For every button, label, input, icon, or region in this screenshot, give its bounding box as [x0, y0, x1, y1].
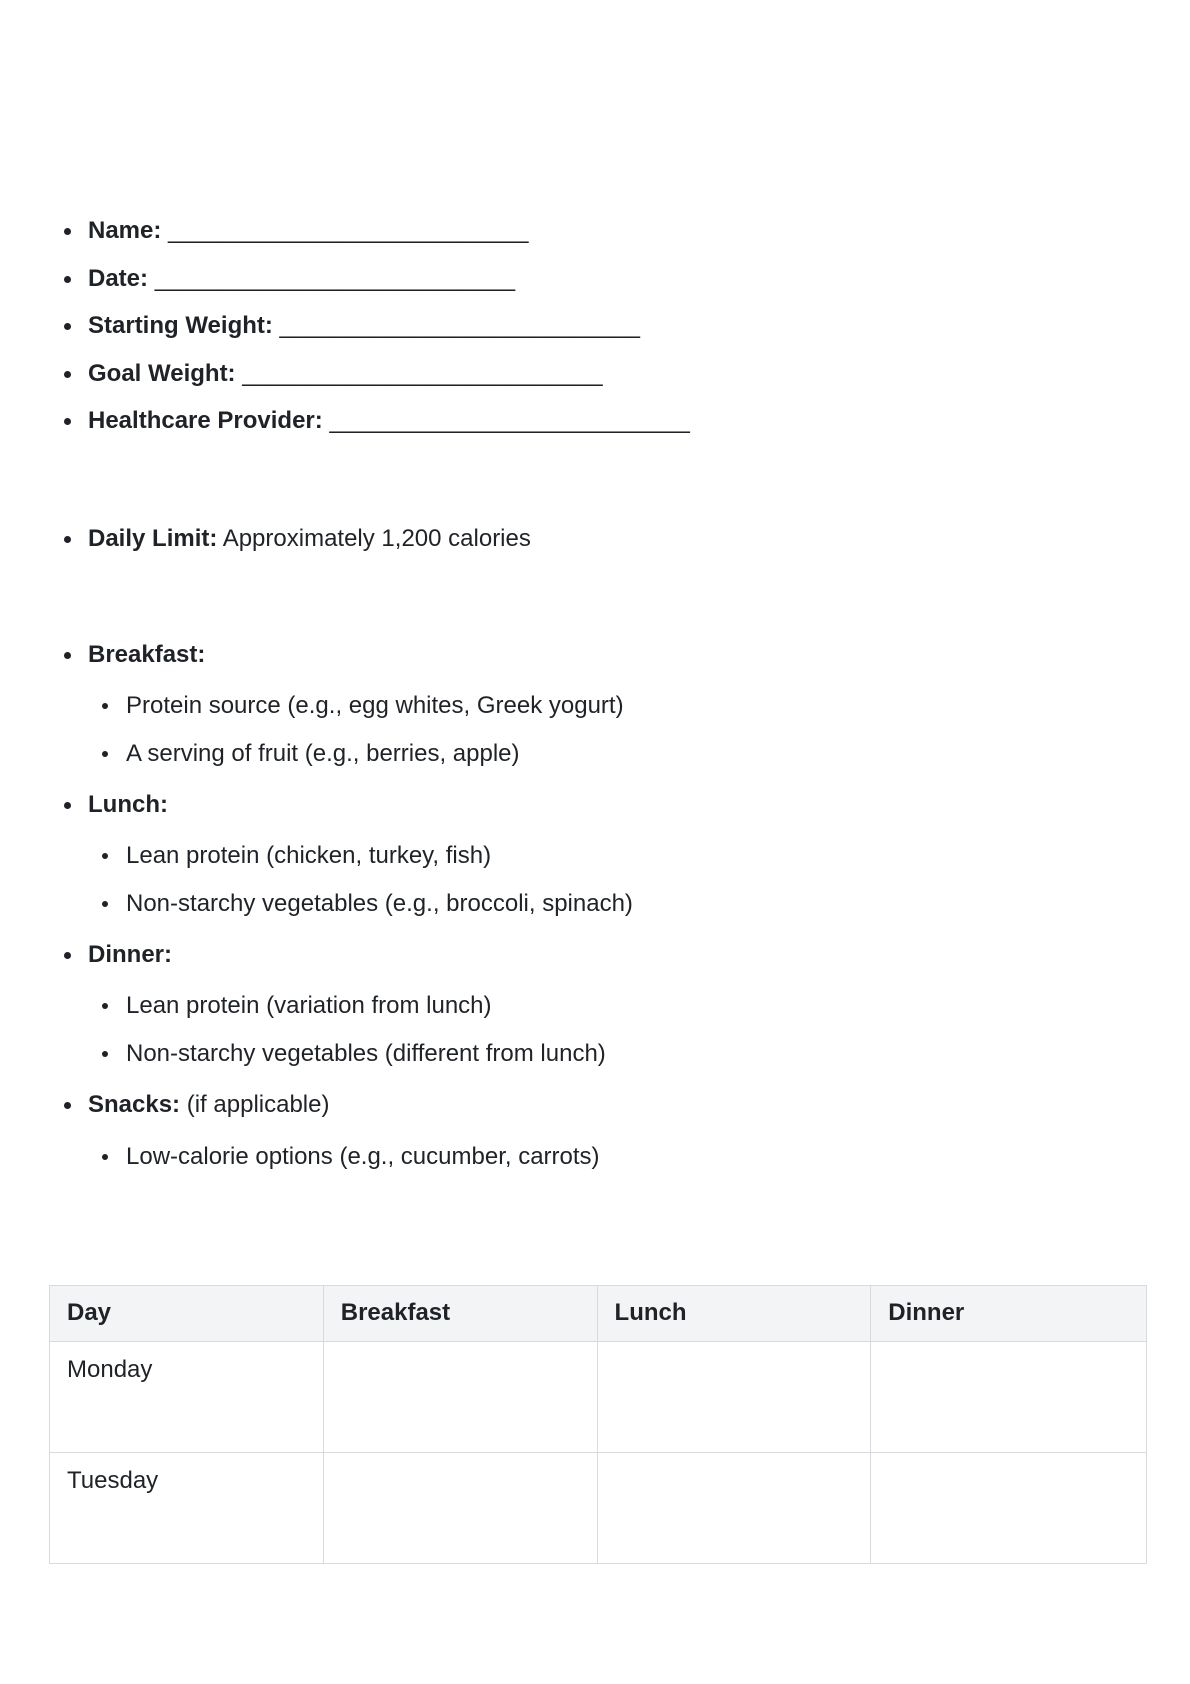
starting-weight-label: Starting Weight: [88, 312, 273, 339]
header-dinner: Dinner [871, 1286, 1147, 1342]
goal-weight-label: Goal Weight: [88, 359, 236, 387]
weekly-meal-table [49, 1285, 1147, 1564]
snacks-item-text: Low-calorie options (e.g., cucumber, carrots) [126, 1143, 600, 1170]
day-cell: Monday [50, 1342, 324, 1453]
info-item-date [62, 264, 690, 312]
info-item-goal-weight [62, 359, 690, 407]
meal-breakfast [62, 640, 633, 670]
meal-plan-list [62, 640, 633, 1172]
name-label: Name: [88, 217, 162, 244]
dinner-item-text: Lean protein (variation from lunch) [126, 992, 492, 1019]
breakfast-item [100, 691, 633, 721]
dinner-item [100, 991, 633, 1021]
lunch-label: Lunch: [88, 791, 168, 818]
daily-limit-value: Approximately 1,200 calories [222, 525, 531, 552]
snacks-label: Snacks: [88, 1091, 181, 1118]
meal-snacks [62, 1090, 633, 1120]
patient-info-list [62, 216, 690, 454]
day-cell: Tuesday [50, 1453, 324, 1564]
info-item-starting-weight [62, 311, 690, 359]
table-row [50, 1453, 1147, 1564]
dinner-cell[interactable] [871, 1453, 1147, 1564]
lunch-item [100, 889, 633, 919]
info-item-healthcare-provider [62, 406, 690, 454]
meal-lunch [62, 790, 633, 820]
breakfast-cell[interactable] [323, 1342, 597, 1453]
lunch-item-text: Lean protein (chicken, turkey, fish) [126, 842, 492, 869]
lunch-item [100, 841, 633, 871]
goal-weight-blank: ___________________________ [242, 359, 603, 387]
dinner-cell[interactable] [871, 1342, 1147, 1453]
daily-limit-item [62, 524, 531, 554]
header-lunch: Lunch [597, 1286, 871, 1342]
daily-limit-label: Daily Limit: [88, 525, 218, 552]
header-breakfast: Breakfast [323, 1286, 597, 1342]
healthcare-provider-label: Healthcare Provider: [88, 407, 323, 434]
dinner-label: Dinner: [88, 941, 172, 968]
breakfast-cell[interactable] [323, 1453, 597, 1564]
dinner-item-text: Non-starchy vegetables (different from lunch) [126, 1040, 606, 1067]
starting-weight-blank: ___________________________ [279, 312, 640, 339]
calorie-limit-list [62, 524, 531, 554]
date-blank: ___________________________ [154, 264, 516, 292]
header-day: Day [50, 1286, 324, 1342]
lunch-cell[interactable] [597, 1342, 871, 1453]
snacks-note: (if applicable) [186, 1091, 330, 1118]
breakfast-item [100, 739, 633, 769]
snacks-item [100, 1142, 633, 1172]
breakfast-label: Breakfast: [88, 641, 206, 668]
healthcare-provider-blank: ___________________________ [329, 407, 690, 434]
lunch-item-text: Non-starchy vegetables (e.g., broccoli, spinach) [126, 890, 633, 917]
info-item-name [62, 216, 690, 264]
table-header-row [50, 1286, 1147, 1342]
lunch-cell[interactable] [597, 1453, 871, 1564]
name-blank: ___________________________ [168, 217, 529, 244]
meal-dinner [62, 940, 633, 970]
date-label: Date: [88, 264, 149, 292]
breakfast-item-text: A serving of fruit (e.g., berries, apple) [126, 740, 520, 767]
breakfast-item-text: Protein source (e.g., egg whites, Greek yogurt) [126, 692, 624, 719]
dinner-item [100, 1039, 633, 1069]
table-row [50, 1342, 1147, 1453]
